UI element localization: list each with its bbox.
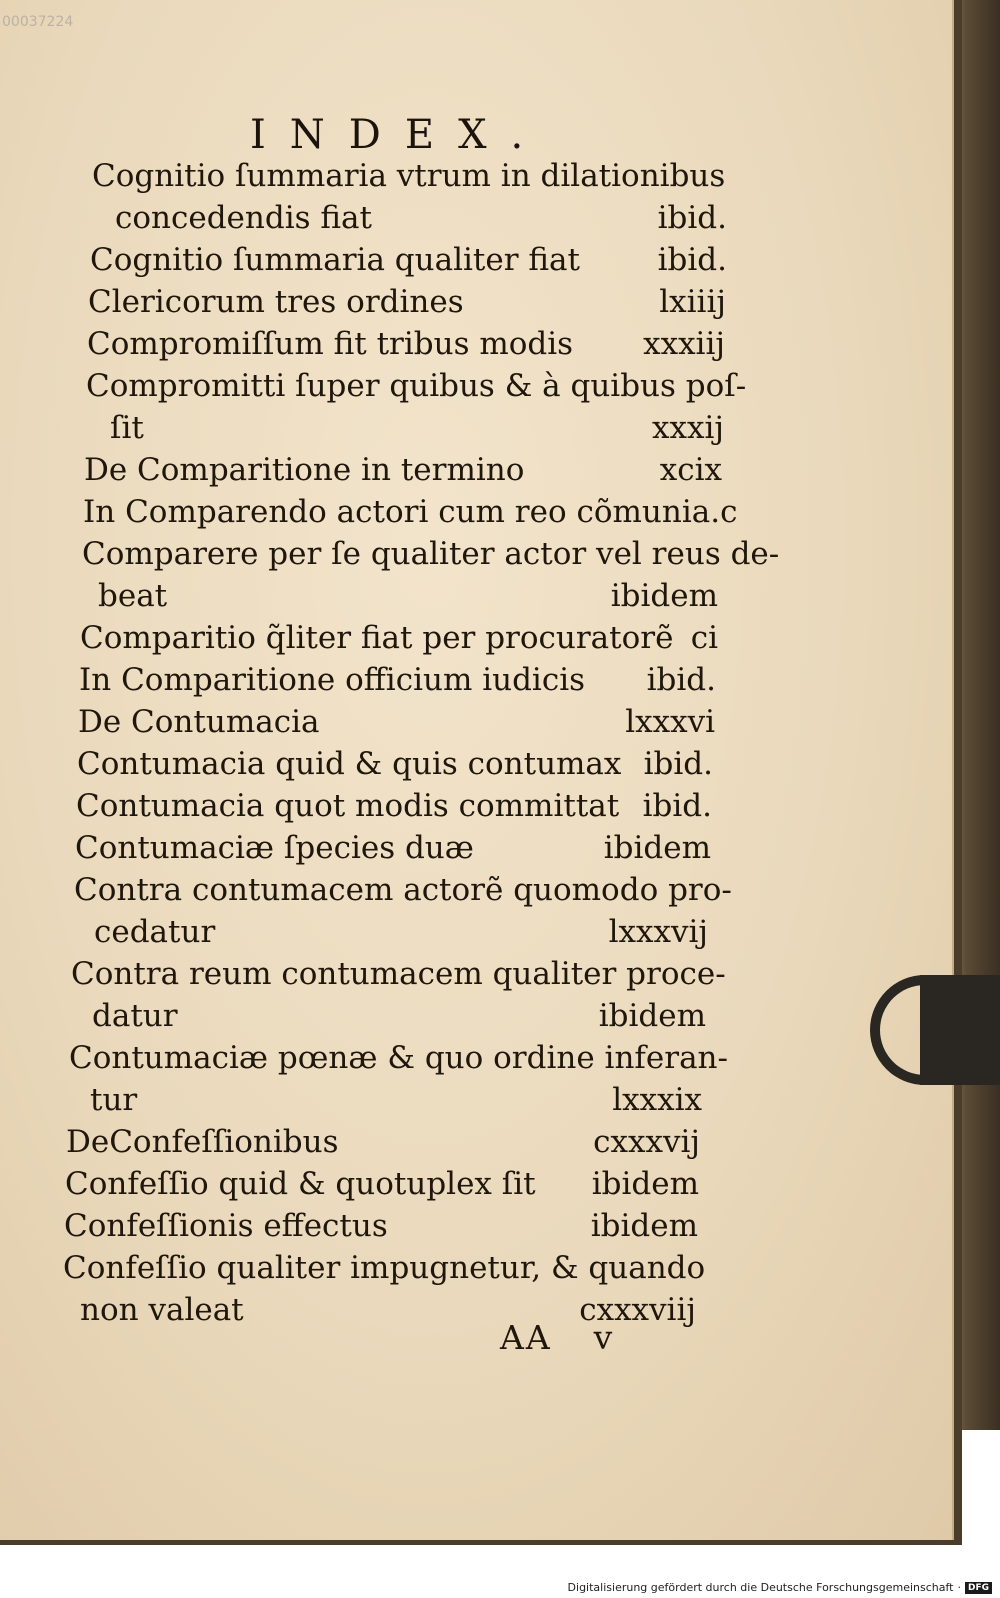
signature-mark [500, 1318, 614, 1357]
index-entry: Compromitti ſuper quibus & à quibus poſ- [86, 368, 747, 404]
index-entry: De Comparitione in termino xcix [84, 452, 722, 488]
index-entry: Compromiſſum fit tribus modis xxxiij [87, 326, 725, 362]
page-header: INDEX. [250, 112, 548, 158]
index-entry: De Contumacia lxxxvi [78, 704, 715, 740]
digitization-footer: Digitalisierung gefördert durch die Deutsche Forschungsgemeinschaft · DFG [568, 1581, 992, 1594]
index-entry: Contumaciæ pœnæ & quo ordine inferan- [69, 1040, 728, 1076]
index-entry: Cognitio ſummaria qualiter fiat ibid. [90, 242, 727, 278]
index-entry: non valeat cxxxviij [80, 1292, 696, 1328]
index-entry: concedendis fiat ibid. [115, 200, 727, 236]
dfg-logo-icon: DFG [965, 1582, 992, 1594]
index-entry: Confeſſio quid & quotuplex ſit ibidem [65, 1166, 699, 1202]
index-entry: Confeſſio qualiter impugnetur, & quando [63, 1250, 706, 1286]
index-entry: datur ibidem [92, 998, 706, 1034]
scan-id: 00037224 [2, 14, 74, 30]
index-entry: beat ibidem [98, 578, 718, 614]
index-entry: Confeſſionis effectus ibidem [64, 1208, 698, 1244]
index-entry: Comparere per ſe qualiter actor vel reus de- [82, 536, 780, 572]
index-entry: tur lxxxix [90, 1082, 702, 1118]
index-entry: Cognitio ſummaria vtrum in dilationibus [92, 158, 726, 194]
signature-number: v [593, 1318, 615, 1357]
index-entry: Contra contumacem actorẽ quomodo pro- [74, 872, 732, 908]
index-entry: cedatur lxxxvij [94, 914, 708, 950]
index-entry: ſit xxxij [110, 410, 724, 446]
footer-text: Digitalisierung gefördert durch die Deutsche Forschungsgemeinschaft [567, 1581, 954, 1594]
index-entry: Contumacia quot modis committat ibid. [76, 788, 712, 824]
index-entry: In Comparendo actori cum reo cõmunia. c [83, 494, 738, 530]
index-entry: Contumaciæ ſpecies duæ ibidem [75, 830, 711, 866]
index-entry: DeConfeſſionibus cxxxvij [66, 1124, 700, 1160]
signature-letters: AA [500, 1318, 552, 1357]
index-entry: Contra reum contumacem qualiter proce- [71, 956, 726, 992]
index-entry: Contumacia quid & quis contumax ibid. [77, 746, 713, 782]
index-entry: Comparitio q̃liter fiat per procuratorẽ ci [80, 620, 718, 656]
index-entry: In Comparitione officium iudicis ibid. [79, 662, 716, 698]
index-entry: Clericorum tres ordines lxiiij [88, 284, 726, 320]
